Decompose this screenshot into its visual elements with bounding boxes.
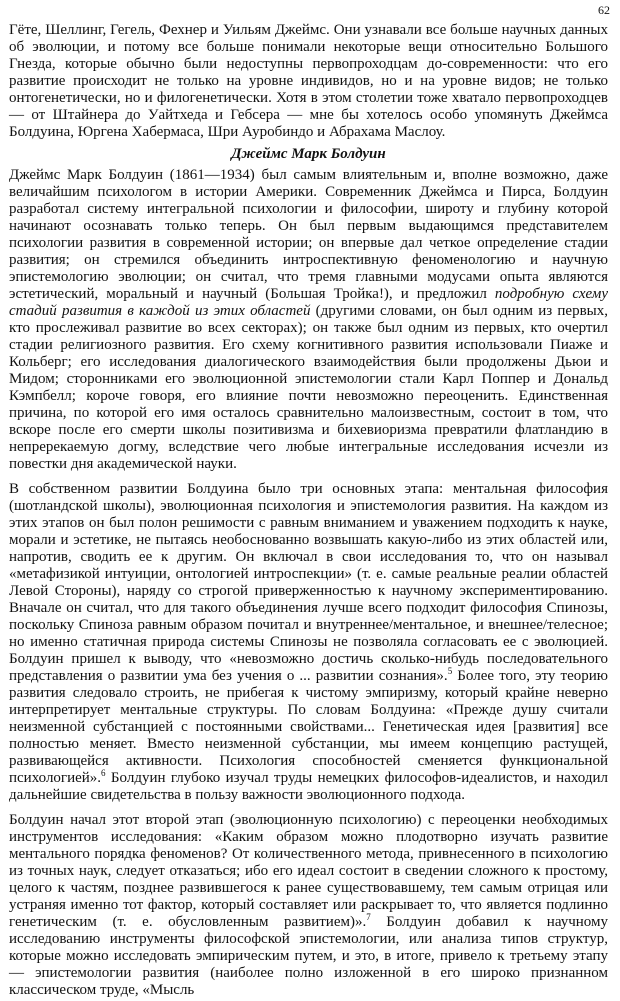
text-run: Болдуин глубоко изучал труды немецких философов-идеалистов, и находил дальнейшие свидетельства в пользу важности эволюционного подхода. [9, 770, 608, 803]
footnote-ref-7: 7 [366, 912, 371, 922]
text-run: Болдуин начал этот второй этап (эволюционную психологию) с переоценки необходимых инструментов исследования: «Каким образом можно плодотворно изучать развитие ментального порядка феноменов? От количественного метода, привнесенного в психологию из точных наук, следует отказаться; ибо его идеал состоит в сведении сложного к простому, целого к частям, позднее развившегося к ранее существовавшему, тем самым отрицая или устраняя именно тот фактор, который составляет или раскрывает то, что является подлинно генетическим (т. е. обусловленным развитием)». [9, 812, 608, 930]
intro-paragraph: Гёте, Шеллинг, Гегель, Фехнер и Уильям Джеймс. Они узнавали все больше научных данных об эволюции, и потому все больше понимали некоторые вещи относительно Большого Гнезда, которые обычно были недоступны первопроходцам до-современности: что его развитие происходит не только на уровне индивидов, но и на уровне видов; не только онтогенетически, но и филогенетически. Хотя в этом столетии тоже хватало первопроходцев — от Штайнера до Уайтхеда и Гебсера — мне бы хотелось особо упомянуть Джеймса Болдуина, Юргена Хабермаса, Шри Ауробиндо и Абрахама Маслоу. [9, 22, 608, 140]
paragraph-1 [9, 167, 608, 473]
paragraph-3 [9, 812, 608, 999]
section-heading: Джеймс Марк Болдуин [231, 146, 386, 162]
paragraph-2 [9, 481, 608, 804]
footnote-ref-6: 6 [101, 768, 106, 778]
text-run: (другими словами, он был одним из первых, кто прослеживал развитие во всех секторах); он также был одним из первых, кто очертил стадии религиозного развития. Его схему когнитивного развития использовали Пиаже и Кольберг; его исследования диалогического взаимодействия были продолжены Дьюи и Мидом; сторонниками его эволюционной эпистемологии стали Карл Поппер и Дональд Кэмпбелл; короче говоря, его влияние почти невозможно переоценить. Единственная причина, по которой его имя осталось сравнительно малоизвестным, состоит в том, что вскоре после его смерти школы позитивизма и бихевиоризма превратили флатландию в непререкаемую догму, вследствие чего любые интегральные исследования исчезли из повестки дня академической науки. [9, 303, 608, 472]
text-run: Более того, эту теорию развития следовало строить, не прибегая к чистому эмпиризму, который крайне неверно интерпретирует ментальные структуры. По словам Болдуина: «Прежде душу считали неизменной субстанцией с постоянными свойствами... Генетическая идея [развития] все полностью меняет. Вместо неизменной субстанции, мы имеем концепцию растущей, развивающейся активности. Психология способностей сменяется функциональной психологией». [9, 668, 608, 786]
page-number: 62 [598, 3, 610, 17]
footnote-ref-5: 5 [447, 666, 453, 676]
text-run: Болдуин добавил к научному исследованию инструменты философской эпистемологии, или анализа типов структур, которые можно исследовать эмпирическим путем, и это, в итоге, привело к третьему этапу — эпистемологии развития (наиболее полно изложенной в его широко признанном классическом труде, «Мысль [9, 914, 608, 998]
emphasis-text: подробную схему стадий развития в каждой из этих областей [9, 286, 609, 319]
text-run: Джеймс Марк Болдуин (1861—1934) был самым влиятельным и, вполне возможно, даже величайшим психологом в истории Америки. Современник Джеймса и Пирса, Болдуин разработал систему интегральной психологии и философии, широту и глубину которой начинают осознавать только теперь. Он был первым выдающимся представителем психологии развития в современной истории; он впервые дал четкое определение стадии развития; он стремился объединить интроспективную феноменологию и научную эпистемологию эволюции; он считал, что тремя главными модусами опыта являются эстетический, моральный и научный (Большая Тройка!), и предложил [9, 167, 608, 302]
text-run: В собственном развитии Болдуина было три основных этапа: ментальная философия (шотландской школы), эволюционная психология и эпистемология развития. На каждом из этих этапов он был полон решимости с равным вниманием и уважением подходить к науке, морали и эстетике, не пытаясь необоснованно возвышать какую-либо из этих областей или, напротив, сводить ее к другим. Он включал в свои исследования то, что он называл «метафизикой интуиции, онтологией интроспекции» (т. е. самые реальные реалии областей Левой Стороны), наряду со строгой приверженностью к научному экспериментированию. Вначале он считал, что для такого объединения лучше всего подходит философия Спинозы, поскольку Спиноза равным образом почитал и внутреннее/ментальное, и внешнее/телесное; но именно статичная природа системы Спинозы не позволяла согласовать ее с эволюцией. Болдуин пришел к выводу, что «невозможно достичь сколько-нибудь последовательного представления о развитии ума без учения о ... развитии сознания». [9, 481, 608, 684]
